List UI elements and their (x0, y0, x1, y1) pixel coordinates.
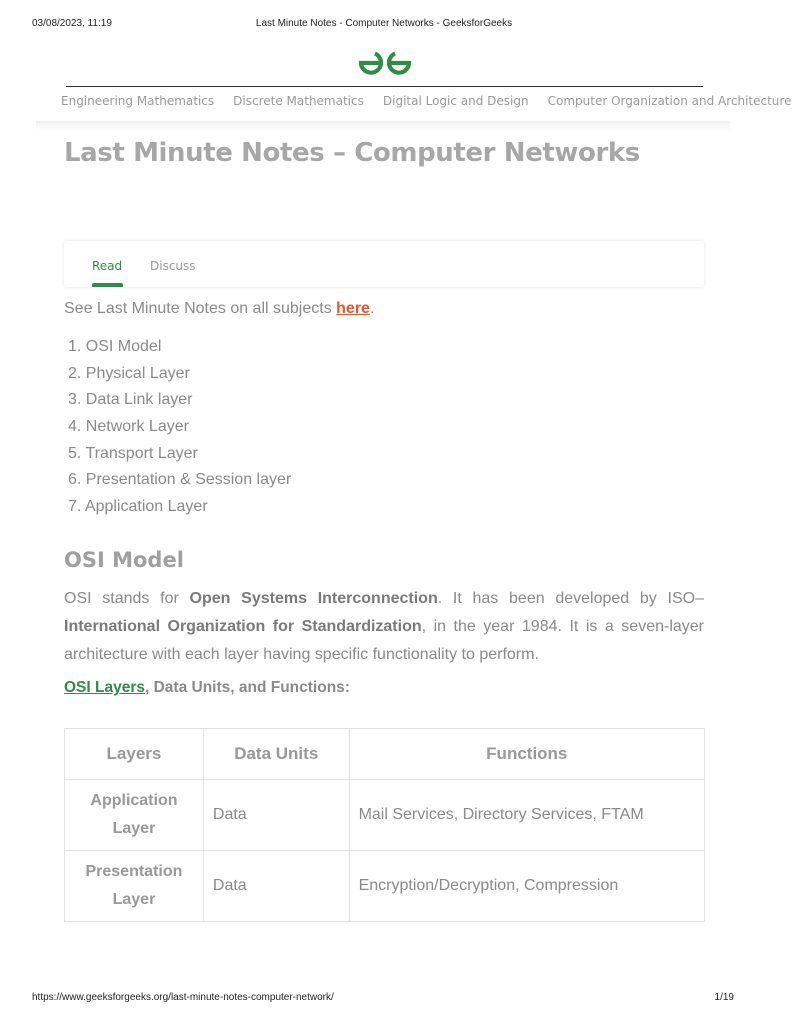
toc-item[interactable]: 4. Network Layer (68, 418, 189, 436)
toc-item[interactable]: 1. OSI Model (68, 338, 162, 355)
table-header-row (65, 729, 705, 780)
osi-text-2: . It has been developed by ISO– (437, 590, 704, 607)
nav-item-computer-organization[interactable]: Computer Organization and Architecture (547, 94, 792, 108)
nav-item-digital-logic[interactable]: Digital Logic and Design (382, 94, 529, 108)
osi-layers-caption (64, 679, 350, 697)
osi-bold-1: Open Systems Interconnection (189, 590, 438, 607)
osi-layers-caption-rest: , Data Units, and Functions: (145, 679, 350, 696)
table-cell-data-unit: Data (203, 780, 349, 851)
table-row (65, 851, 705, 922)
intro-suffix: . (369, 300, 375, 317)
page-title: Last Minute Notes – Computer Networks (64, 138, 640, 168)
active-tab-indicator (92, 283, 123, 287)
here-link[interactable]: here (336, 300, 370, 317)
table-row (65, 780, 705, 851)
print-page-number: 1/19 (714, 992, 734, 1003)
table-cell-function: Mail Services, Directory Services, FTAM (349, 780, 704, 851)
nav-item-engineering-mathematics[interactable]: Engineering Mathematics (61, 94, 215, 108)
table-of-contents (68, 336, 291, 523)
print-datetime: 03/08/2023, 11:19 (32, 18, 112, 29)
intro-text (64, 300, 374, 318)
section-heading-osi-model: OSI Model (64, 548, 184, 572)
column-header-functions: Functions (349, 729, 704, 780)
osi-layers-link[interactable]: OSI Layers (64, 679, 145, 696)
toc-item[interactable]: 7. Application Layer (68, 498, 208, 516)
article-tabs (64, 241, 704, 287)
gfg-logo-icon[interactable] (357, 49, 413, 77)
print-page-title: Last Minute Notes - Computer Networks - GeeksforGeeks (255, 18, 513, 29)
table-cell-layer: Presentation Layer (65, 851, 204, 922)
osi-paragraph (64, 585, 704, 669)
column-header-data-units: Data Units (203, 729, 349, 780)
osi-bold-2: International Organization for Standardization (64, 618, 422, 635)
header-divider (66, 86, 703, 87)
toc-item[interactable]: 3. Data Link layer (68, 391, 193, 409)
intro-prefix: See Last Minute Notes on all subjects (64, 300, 337, 317)
tab-read[interactable]: Read (92, 259, 123, 273)
toc-item[interactable]: 6. Presentation & Session layer (68, 471, 292, 489)
nav-item-discrete-mathematics[interactable]: Discrete Mathematics (233, 94, 364, 108)
osi-layers-table (64, 728, 705, 922)
osi-text-3: , in the year 1984. It is a seven-layer architecture with each layer having specific functionality to perform. (64, 618, 704, 663)
category-nav (61, 94, 792, 112)
nav-shadow (36, 121, 730, 131)
toc-item[interactable]: 2. Physical Layer (68, 364, 190, 382)
print-header (0, 18, 768, 32)
table-cell-function: Encryption/Decryption, Compression (349, 851, 704, 922)
toc-item[interactable]: 5. Transport Layer (68, 444, 198, 462)
print-url: https://www.geeksforgeeks.org/last-minute-notes-computer-network/ (32, 992, 334, 1003)
column-header-layers: Layers (65, 729, 204, 780)
tab-discuss[interactable]: Discuss (150, 259, 196, 273)
table-cell-data-unit: Data (203, 851, 349, 922)
table-cell-layer: Application Layer (65, 780, 204, 851)
osi-text-1: OSI stands for (64, 590, 190, 607)
